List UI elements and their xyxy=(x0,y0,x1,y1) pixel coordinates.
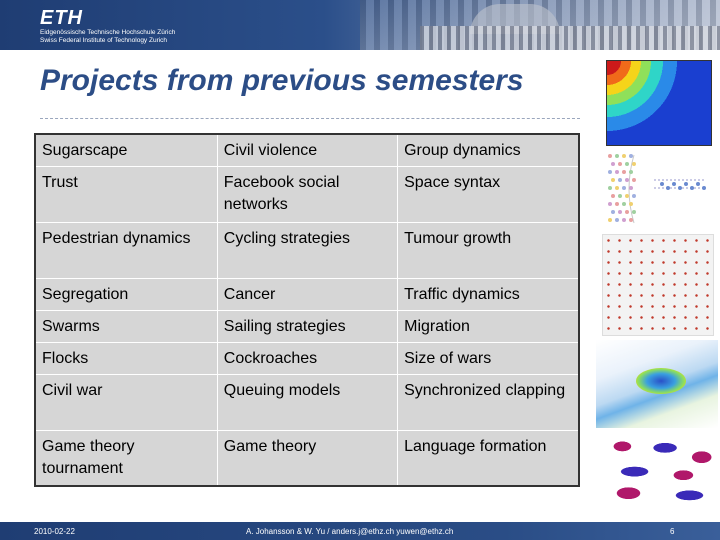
scatter-dot xyxy=(629,170,633,174)
scatter-dot xyxy=(615,170,619,174)
footer-bar xyxy=(0,522,720,540)
table-cell: Game theory tournament xyxy=(35,430,217,486)
table-cell: Civil violence xyxy=(217,134,397,166)
table-row xyxy=(35,374,579,430)
scatter-dot xyxy=(615,186,619,190)
table-row xyxy=(35,166,579,222)
scatter-dot xyxy=(611,162,615,166)
scatter-dot xyxy=(632,194,636,198)
scatter-dot xyxy=(632,210,636,214)
scatter-dot xyxy=(622,202,626,206)
header-banner xyxy=(0,0,720,50)
table-cell: Cycling strategies xyxy=(217,222,397,278)
scatter-dot xyxy=(629,218,633,222)
table-cell: Game theory xyxy=(217,430,397,486)
scatter-dot xyxy=(625,194,629,198)
table-cell: Tumour growth xyxy=(398,222,579,278)
scatter-dot xyxy=(608,170,612,174)
scatter-dot xyxy=(615,154,619,158)
scatter-dot xyxy=(632,178,636,182)
table-row xyxy=(35,222,579,278)
pedestrian-scatter-image xyxy=(594,150,720,228)
eth-logo: ETH xyxy=(40,7,83,29)
scatter-dot xyxy=(629,186,633,190)
scatter-dot xyxy=(608,202,612,206)
scatter-dot xyxy=(618,178,622,182)
table-cell: Language formation xyxy=(398,430,579,486)
scatter-dot xyxy=(622,154,626,158)
surface-plot-image xyxy=(596,340,718,428)
scatter-dot xyxy=(696,182,700,186)
segregation-pattern-image xyxy=(598,432,720,504)
scatter-dot xyxy=(622,186,626,190)
scatter-dot xyxy=(629,154,633,158)
table-cell: Segregation xyxy=(35,278,217,310)
scatter-dot xyxy=(625,178,629,182)
scatter-dot xyxy=(608,186,612,190)
scatter-dot xyxy=(666,186,670,190)
table-cell: Civil war xyxy=(35,374,217,430)
scatter-dot xyxy=(625,210,629,214)
table-row xyxy=(35,430,579,486)
page-number: 6 xyxy=(670,527,675,536)
scatter-dot xyxy=(618,162,622,166)
scatter-dot xyxy=(632,162,636,166)
table-cell: Synchronized clapping xyxy=(398,374,579,430)
table-cell: Queuing models xyxy=(217,374,397,430)
scatter-dot xyxy=(611,178,615,182)
scatter-dot xyxy=(660,182,664,186)
table-cell: Sailing strategies xyxy=(217,310,397,342)
table-cell: Group dynamics xyxy=(398,134,579,166)
scatter-dot xyxy=(629,202,633,206)
scatter-dot xyxy=(618,210,622,214)
table-cell: Size of wars xyxy=(398,342,579,374)
table-row xyxy=(35,278,579,310)
scatter-dot xyxy=(702,186,706,190)
table-cell: Cockroaches xyxy=(217,342,397,374)
footer-date: 2010-02-22 xyxy=(34,527,75,536)
vector-field-grid-image xyxy=(602,234,714,336)
scatter-dot xyxy=(611,194,615,198)
contour-heatmap-image xyxy=(606,60,712,146)
table-cell: Pedestrian dynamics xyxy=(35,222,217,278)
table-cell: Swarms xyxy=(35,310,217,342)
table-cell: Migration xyxy=(398,310,579,342)
table-row xyxy=(35,342,579,374)
scatter-dot xyxy=(678,186,682,190)
table-cell: Facebook social networks xyxy=(217,166,397,222)
institution-name-en: Swiss Federal Institute of Technology Zurich xyxy=(40,37,168,44)
surface-peak-shape xyxy=(636,368,686,394)
table-row xyxy=(35,310,579,342)
scatter-dot xyxy=(684,182,688,186)
table-cell: Cancer xyxy=(217,278,397,310)
scatter-dot xyxy=(690,186,694,190)
scatter-dot xyxy=(625,162,629,166)
table-cell: Trust xyxy=(35,166,217,222)
table-row xyxy=(35,134,579,166)
page-title: Projects from previous semesters xyxy=(40,64,524,97)
scatter-dot xyxy=(622,170,626,174)
banner-building-image xyxy=(420,26,720,50)
scatter-dot xyxy=(615,218,619,222)
table-cell: Traffic dynamics xyxy=(398,278,579,310)
table-cell: Sugarscape xyxy=(35,134,217,166)
projects-table xyxy=(34,133,580,487)
scatter-dot xyxy=(622,218,626,222)
table-cell: Space syntax xyxy=(398,166,579,222)
scatter-dot xyxy=(672,182,676,186)
title-divider xyxy=(40,118,580,119)
institution-name-de: Eidgenössische Technische Hochschule Zürich xyxy=(40,29,176,36)
scatter-dot xyxy=(611,210,615,214)
scatter-dot xyxy=(608,154,612,158)
scatter-dot xyxy=(608,218,612,222)
footer-authors: A. Johansson & W. Yu / anders.j@ethz.ch yuwen@ethz.ch xyxy=(246,527,454,536)
scatter-dot xyxy=(618,194,622,198)
scatter-dot xyxy=(615,202,619,206)
table-cell: Flocks xyxy=(35,342,217,374)
